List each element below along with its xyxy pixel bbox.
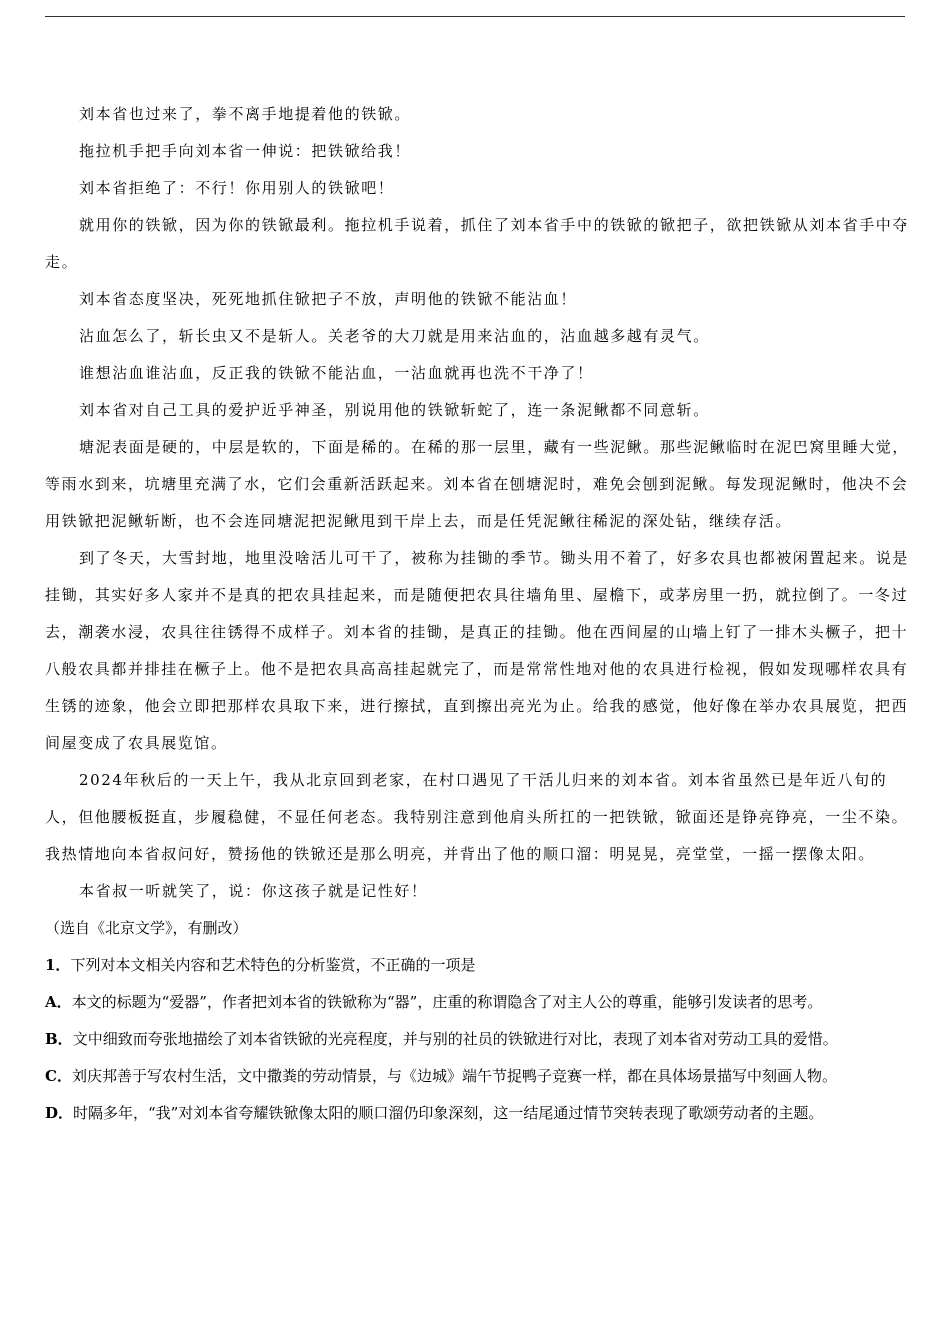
paragraph: 塘泥表面是硬的，中层是软的，下面是稀的。在稀的那一层里，藏有一些泥鳅。那些泥鳅临时在泥巴窝里睡大觉，等雨水到来，坑塘里充满了水，它们会重新活跃起来。刘本省在刨塘泥时，难免会刨到泥鳅。每发现泥鳅时，他决不会用铁锨把泥鳅斩断，也不会连同塘泥把泥鳅甩到干岸上去，而是任凭泥鳅往稀泥的深处钻，继续存活。 xyxy=(45,438,910,530)
option-d[interactable] xyxy=(45,1095,911,1132)
option-b[interactable] xyxy=(45,1021,911,1058)
paragraph: 就用你的铁锨，因为你的铁锨最利。拖拉机手说着，抓住了刘本省手中的铁锨的锨把子，欲把铁锨从刘本省手中夺走。 xyxy=(45,216,910,271)
paragraph: 到了冬天，大雪封地，地里没啥活儿可干了，被称为挂锄的季节。锄头用不着了，好多农具也都被闲置起来。说是挂锄，其实好多人家并不是真的把农具挂起来，而是随便把农具往墙角里、屋檐下，或茅房里一扔，就拉倒了。一冬过去，潮袭水浸，农具往往锈得不成样子。刘本省的挂锄，是真正的挂锄。他在西间屋的山墙上钉了一排木头橛子，把十八般农具都并排挂在橛子上。他不是把农具高高挂起就完了，而是常常性地对他的农具进行检视，假如发现哪样农具有生锈的迹象，他会立即把那样农具取下来，进行擦拭，直到擦出亮光为止。给我的感觉，他好像在举办农具展览，把西间屋变成了农具展览馆。 xyxy=(45,549,910,752)
option-letter: C． xyxy=(45,1067,72,1085)
question-number: 1． xyxy=(45,956,71,974)
paragraph: 拖拉机手把手向刘本省一伸说：把铁锨给我！ xyxy=(79,142,412,160)
paragraph: 2024年秋后的一天上午，我从北京回到老家，在村口遇见了干活儿归来的刘本省。刘本省虽然已是年近八旬的人，但他腰板挺直，步履稳健，不显任何老态。我特别注意到他肩头所扛的一把铁锨，锨面还是铮亮铮亮，一尘不染。我热情地向本省叔问好，赞扬他的铁锨还是那么明亮，并背出了他的顺口溜：明晃晃，亮堂堂，一摇一摆像太阳。 xyxy=(45,771,909,863)
question-text: 下列对本文相关内容和艺术特色的分析鉴赏，不正确的一项是 xyxy=(70,956,476,974)
question-stem xyxy=(45,947,911,984)
option-letter: A． xyxy=(45,993,72,1011)
paragraph: 刘本省也过来了，拳不离手地提着他的铁锨。 xyxy=(79,105,412,123)
option-letter: D． xyxy=(45,1104,74,1122)
option-letter: B． xyxy=(45,1030,73,1048)
option-a[interactable] xyxy=(45,984,911,1021)
header-rule xyxy=(45,16,905,17)
paragraph: 沾血怎么了，斩长虫又不是斩人。关老爷的大刀就是用来沾血的，沾血越多越有灵气。 xyxy=(79,327,710,345)
page-content xyxy=(45,96,911,1132)
option-text: 本文的标题为“爱器”，作者把刘本省的铁锨称为“器”，庄重的称谓隐含了对主人公的尊重，能够引发读者的思考。 xyxy=(71,993,823,1011)
story-text xyxy=(45,96,911,910)
question-1 xyxy=(45,947,911,1132)
source-citation: （选自《北京文学》，有删改） xyxy=(45,919,248,937)
paragraph: 谁想沾血谁沾血，反正我的铁锨不能沾血，一沾血就再也洗不干净了！ xyxy=(79,364,594,382)
option-c[interactable] xyxy=(45,1058,911,1095)
paragraph: 刘本省拒绝了：不行！你用别人的铁锨吧！ xyxy=(79,179,395,197)
option-text: 文中细致而夸张地描绘了刘本省铁锨的光亮程度，并与别的社员的铁锨进行对比，表现了刘本省对劳动工具的爱惜。 xyxy=(72,1030,838,1048)
option-text: 刘庆邦善于写农村生活，文中撒粪的劳动情景，与《边城》端午节捉鸭子竞赛一样，都在具体场景描写中刻画人物。 xyxy=(71,1067,837,1085)
paragraph: 本省叔一听就笑了，说：你这孩子就是记性好！ xyxy=(79,882,428,900)
option-text: 时隔多年，“我”对刘本省夸耀铁锨像太阳的顺口溜仍印象深刻，这一结尾通过情节突转表现了歌颂劳动者的主题。 xyxy=(73,1104,824,1122)
paragraph: 刘本省对自己工具的爱护近乎神圣，别说用他的铁锨斩蛇了，连一条泥鳅都不同意斩。 xyxy=(79,401,710,419)
paragraph: 刘本省态度坚决，死死地抓住锨把子不放，声明他的铁锨不能沾血！ xyxy=(79,290,578,308)
